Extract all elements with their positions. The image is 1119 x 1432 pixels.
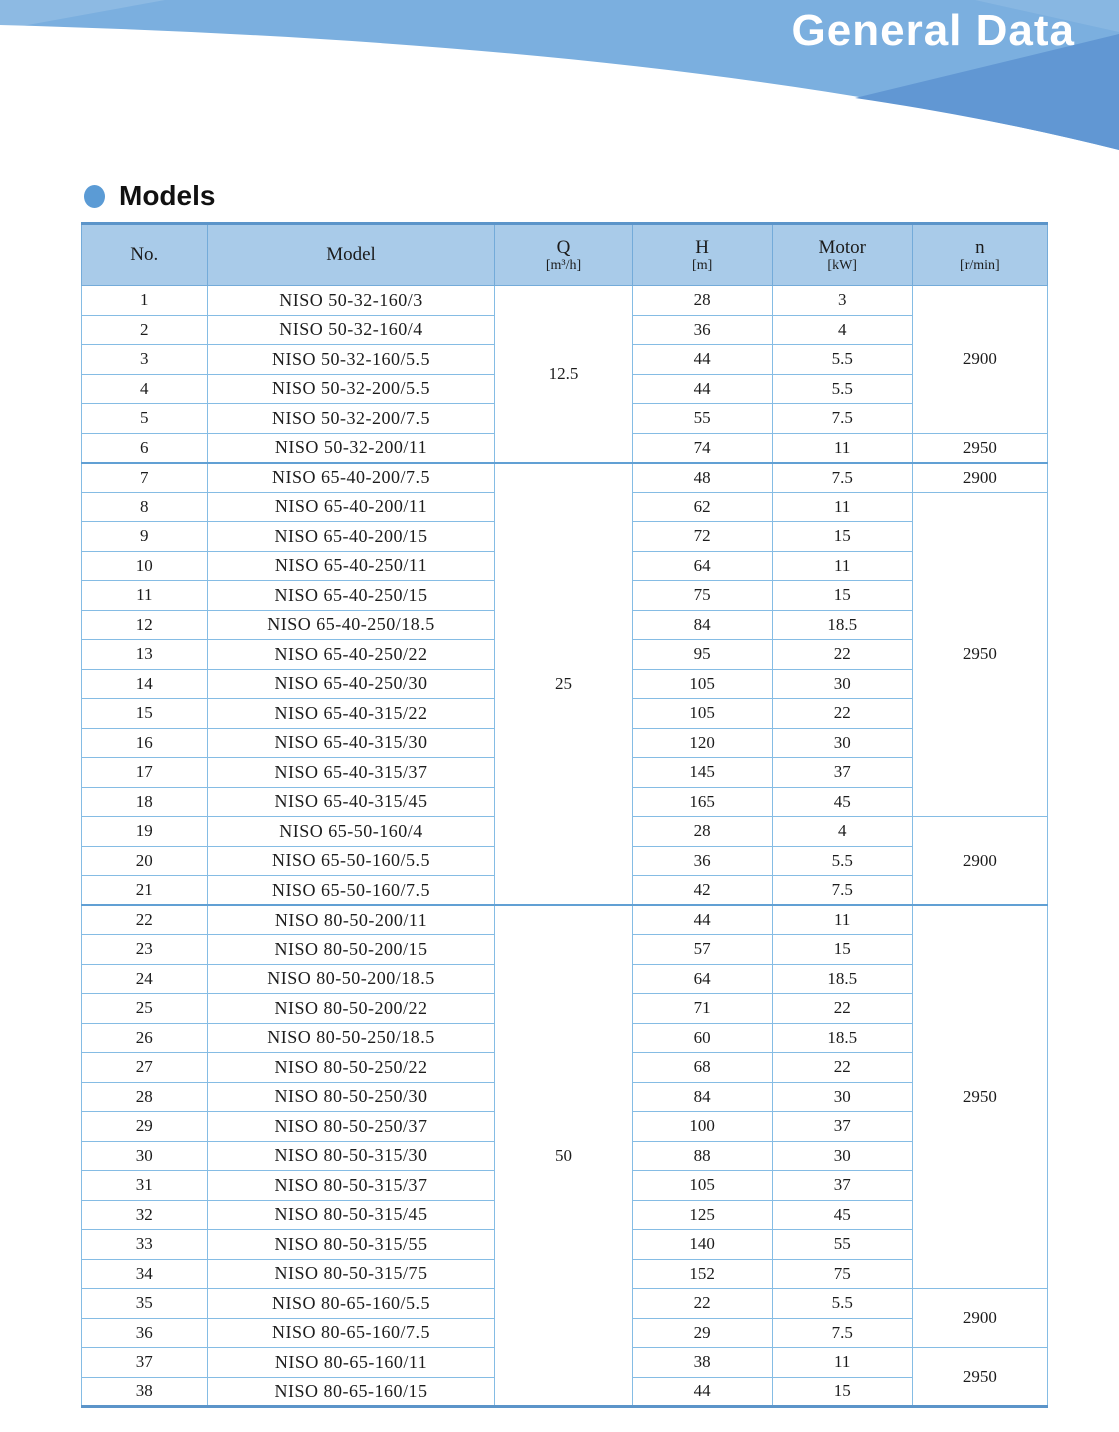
page-title: General Data — [791, 6, 1075, 55]
banner — [0, 0, 1119, 170]
cell-h: 100 — [632, 1112, 772, 1142]
cell-model: NISO 65-50-160/4 — [207, 817, 495, 847]
cell-model: NISO 80-50-315/37 — [207, 1171, 495, 1201]
cell-no: 33 — [82, 1230, 208, 1260]
cell-no: 14 — [82, 669, 208, 699]
cell-h: 75 — [632, 581, 772, 611]
cell-no: 4 — [82, 374, 208, 404]
cell-model: NISO 80-50-250/37 — [207, 1112, 495, 1142]
cell-no: 16 — [82, 728, 208, 758]
cell-no: 18 — [82, 787, 208, 817]
cell-motor: 30 — [772, 1141, 912, 1171]
section-title: Models — [119, 180, 216, 211]
cell-model: NISO 65-50-160/5.5 — [207, 846, 495, 876]
cell-h: 74 — [632, 433, 772, 463]
cell-model: NISO 80-50-250/18.5 — [207, 1023, 495, 1053]
cell-model: NISO 80-65-160/5.5 — [207, 1289, 495, 1319]
cell-no: 20 — [82, 846, 208, 876]
header-unit-motor: [kW] — [827, 257, 857, 273]
cell-h: 140 — [632, 1230, 772, 1260]
cell-motor: 11 — [772, 551, 912, 581]
cell-h: 64 — [632, 551, 772, 581]
cell-model: NISO 80-50-250/22 — [207, 1053, 495, 1083]
cell-motor: 30 — [772, 669, 912, 699]
cell-n: 2950 — [912, 905, 1047, 1289]
cell-motor: 45 — [772, 787, 912, 817]
header-cell-n — [912, 224, 1047, 286]
cell-h: 120 — [632, 728, 772, 758]
header-row — [82, 224, 1048, 286]
cell-motor: 5.5 — [772, 374, 912, 404]
cell-h: 84 — [632, 1082, 772, 1112]
cell-motor: 7.5 — [772, 404, 912, 434]
section-heading — [84, 180, 215, 212]
header-unit-q: [m³/h] — [545, 257, 582, 273]
cell-model: NISO 80-50-200/11 — [207, 905, 495, 935]
cell-h: 71 — [632, 994, 772, 1024]
cell-h: 165 — [632, 787, 772, 817]
cell-model: NISO 65-40-250/15 — [207, 581, 495, 611]
cell-no: 27 — [82, 1053, 208, 1083]
cell-model: NISO 65-40-315/30 — [207, 728, 495, 758]
cell-no: 34 — [82, 1259, 208, 1289]
cell-motor: 11 — [772, 905, 912, 935]
cell-no: 32 — [82, 1200, 208, 1230]
cell-motor: 4 — [772, 817, 912, 847]
cell-model: NISO 80-50-315/45 — [207, 1200, 495, 1230]
cell-no: 8 — [82, 492, 208, 522]
cell-motor: 22 — [772, 640, 912, 670]
cell-no: 23 — [82, 935, 208, 965]
cell-h: 44 — [632, 1377, 772, 1407]
header-label-motor: Motor — [818, 236, 866, 258]
cell-no: 11 — [82, 581, 208, 611]
header-label-no: No. — [130, 244, 159, 265]
header-label-q: Q — [556, 236, 571, 258]
cell-h: 60 — [632, 1023, 772, 1053]
cell-motor: 15 — [772, 581, 912, 611]
header-label-n: n — [975, 236, 985, 258]
cell-model: NISO 65-40-315/45 — [207, 787, 495, 817]
cell-h: 105 — [632, 1171, 772, 1201]
cell-model: NISO 80-65-160/11 — [207, 1348, 495, 1378]
cell-model: NISO 80-50-200/18.5 — [207, 964, 495, 994]
header-cell-q — [495, 224, 632, 286]
cell-no: 17 — [82, 758, 208, 788]
cell-motor: 22 — [772, 994, 912, 1024]
cell-model: NISO 65-40-250/11 — [207, 551, 495, 581]
header-cell-h — [632, 224, 772, 286]
cell-q: 12.5 — [495, 286, 632, 463]
header-cell-no — [82, 224, 208, 286]
cell-h: 29 — [632, 1318, 772, 1348]
cell-no: 31 — [82, 1171, 208, 1201]
models-table-body — [82, 286, 1048, 1407]
cell-no: 2 — [82, 315, 208, 345]
cell-no: 15 — [82, 699, 208, 729]
cell-no: 26 — [82, 1023, 208, 1053]
cell-no: 28 — [82, 1082, 208, 1112]
cell-no: 21 — [82, 876, 208, 906]
cell-motor: 18.5 — [772, 1023, 912, 1053]
cell-motor: 15 — [772, 522, 912, 552]
cell-model: NISO 80-50-315/30 — [207, 1141, 495, 1171]
cell-h: 125 — [632, 1200, 772, 1230]
cell-no: 6 — [82, 433, 208, 463]
cell-motor: 37 — [772, 1112, 912, 1142]
cell-n: 2900 — [912, 463, 1047, 493]
header-unit-n: [r/min] — [960, 257, 1000, 273]
cell-motor: 11 — [772, 492, 912, 522]
table-row — [82, 905, 1048, 935]
cell-model: NISO 80-50-315/75 — [207, 1259, 495, 1289]
cell-motor: 3 — [772, 286, 912, 316]
table-row — [82, 286, 1048, 316]
header-label-model: Model — [326, 244, 376, 265]
cell-q: 50 — [495, 905, 632, 1407]
cell-no: 38 — [82, 1377, 208, 1407]
cell-no: 24 — [82, 964, 208, 994]
cell-model: NISO 80-50-250/30 — [207, 1082, 495, 1112]
cell-h: 44 — [632, 905, 772, 935]
cell-motor: 15 — [772, 935, 912, 965]
cell-h: 22 — [632, 1289, 772, 1319]
cell-model: NISO 50-32-200/7.5 — [207, 404, 495, 434]
cell-model: NISO 50-32-160/4 — [207, 315, 495, 345]
cell-h: 42 — [632, 876, 772, 906]
cell-model: NISO 80-65-160/7.5 — [207, 1318, 495, 1348]
cell-h: 72 — [632, 522, 772, 552]
cell-model: NISO 65-40-200/15 — [207, 522, 495, 552]
header-cell-motor — [772, 224, 912, 286]
cell-motor: 37 — [772, 758, 912, 788]
cell-motor: 11 — [772, 1348, 912, 1378]
cell-motor: 18.5 — [772, 964, 912, 994]
cell-no: 36 — [82, 1318, 208, 1348]
cell-no: 12 — [82, 610, 208, 640]
cell-no: 25 — [82, 994, 208, 1024]
cell-h: 57 — [632, 935, 772, 965]
cell-motor: 37 — [772, 1171, 912, 1201]
cell-n: 2950 — [912, 492, 1047, 817]
cell-no: 7 — [82, 463, 208, 493]
cell-no: 3 — [82, 345, 208, 375]
cell-motor: 18.5 — [772, 610, 912, 640]
cell-model: NISO 65-40-250/22 — [207, 640, 495, 670]
cell-h: 48 — [632, 463, 772, 493]
cell-n: 2900 — [912, 1289, 1047, 1348]
models-table-header — [82, 224, 1048, 286]
cell-model: NISO 65-50-160/7.5 — [207, 876, 495, 906]
cell-no: 10 — [82, 551, 208, 581]
cell-no: 1 — [82, 286, 208, 316]
cell-model: NISO 50-32-160/5.5 — [207, 345, 495, 375]
cell-h: 62 — [632, 492, 772, 522]
cell-h: 105 — [632, 699, 772, 729]
cell-h: 64 — [632, 964, 772, 994]
cell-h: 38 — [632, 1348, 772, 1378]
cell-n: 2900 — [912, 286, 1047, 434]
cell-no: 5 — [82, 404, 208, 434]
cell-no: 13 — [82, 640, 208, 670]
cell-h: 36 — [632, 315, 772, 345]
cell-model: NISO 65-40-315/37 — [207, 758, 495, 788]
cell-no: 37 — [82, 1348, 208, 1378]
cell-model: NISO 80-65-160/15 — [207, 1377, 495, 1407]
cell-n: 2950 — [912, 433, 1047, 463]
header-unit-h: [m] — [692, 257, 713, 273]
header-label-h: H — [695, 236, 709, 258]
cell-motor: 22 — [772, 699, 912, 729]
cell-h: 28 — [632, 286, 772, 316]
cell-model: NISO 50-32-200/11 — [207, 433, 495, 463]
cell-no: 19 — [82, 817, 208, 847]
cell-motor: 75 — [772, 1259, 912, 1289]
cell-h: 55 — [632, 404, 772, 434]
table-row — [82, 463, 1048, 493]
cell-q: 25 — [495, 463, 632, 906]
cell-h: 84 — [632, 610, 772, 640]
cell-motor: 15 — [772, 1377, 912, 1407]
cell-h: 68 — [632, 1053, 772, 1083]
cell-motor: 5.5 — [772, 1289, 912, 1319]
cell-h: 36 — [632, 846, 772, 876]
cell-motor: 30 — [772, 728, 912, 758]
cell-motor: 45 — [772, 1200, 912, 1230]
cell-h: 88 — [632, 1141, 772, 1171]
cell-motor: 22 — [772, 1053, 912, 1083]
cell-motor: 5.5 — [772, 345, 912, 375]
cell-model: NISO 80-50-315/55 — [207, 1230, 495, 1260]
cell-h: 152 — [632, 1259, 772, 1289]
cell-h: 95 — [632, 640, 772, 670]
cell-no: 30 — [82, 1141, 208, 1171]
cell-motor: 7.5 — [772, 463, 912, 493]
cell-motor: 4 — [772, 315, 912, 345]
cell-model: NISO 50-32-200/5.5 — [207, 374, 495, 404]
cell-motor: 7.5 — [772, 876, 912, 906]
section-bullet-icon — [84, 185, 105, 208]
cell-n: 2900 — [912, 817, 1047, 906]
cell-no: 9 — [82, 522, 208, 552]
cell-no: 29 — [82, 1112, 208, 1142]
cell-model: NISO 65-40-315/22 — [207, 699, 495, 729]
cell-model: NISO 50-32-160/3 — [207, 286, 495, 316]
cell-n: 2950 — [912, 1348, 1047, 1407]
cell-h: 44 — [632, 374, 772, 404]
header-cell-model — [207, 224, 495, 286]
cell-no: 22 — [82, 905, 208, 935]
cell-motor: 7.5 — [772, 1318, 912, 1348]
cell-motor: 30 — [772, 1082, 912, 1112]
models-table — [81, 222, 1048, 1408]
cell-h: 105 — [632, 669, 772, 699]
cell-model: NISO 65-40-250/30 — [207, 669, 495, 699]
cell-no: 35 — [82, 1289, 208, 1319]
cell-motor: 11 — [772, 433, 912, 463]
cell-model: NISO 80-50-200/22 — [207, 994, 495, 1024]
cell-model: NISO 65-40-200/11 — [207, 492, 495, 522]
cell-model: NISO 65-40-200/7.5 — [207, 463, 495, 493]
cell-h: 28 — [632, 817, 772, 847]
cell-motor: 5.5 — [772, 846, 912, 876]
cell-h: 145 — [632, 758, 772, 788]
cell-h: 44 — [632, 345, 772, 375]
cell-model: NISO 80-50-200/15 — [207, 935, 495, 965]
cell-motor: 55 — [772, 1230, 912, 1260]
cell-model: NISO 65-40-250/18.5 — [207, 610, 495, 640]
